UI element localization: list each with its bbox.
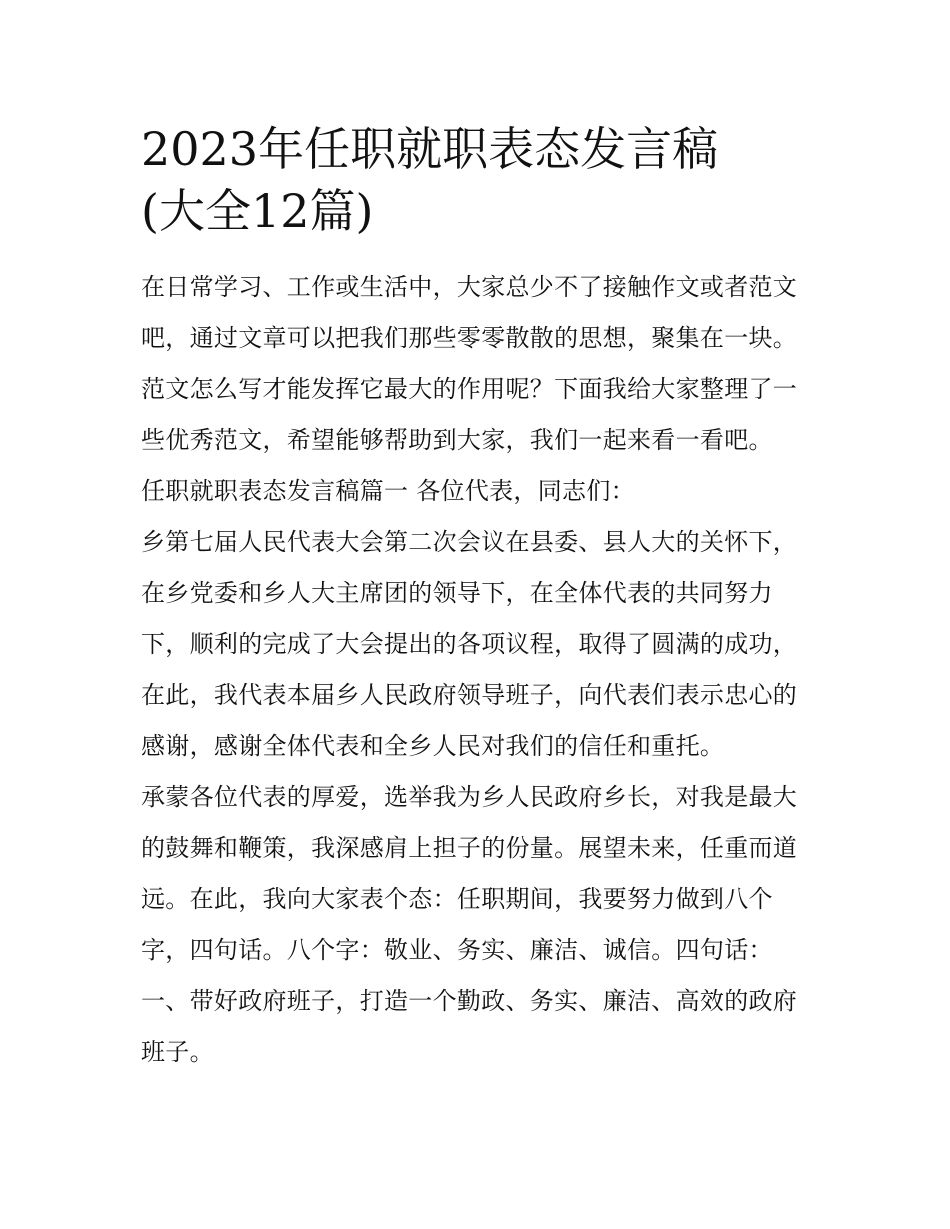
text-line: 下，顺利的完成了大会提出的各项议程，取得了圆满的成功， — [141, 630, 798, 658]
title-line-1: 2023年任职就职表态发言稿 — [141, 122, 719, 176]
paragraph-thanks — [141, 517, 813, 772]
paragraph-intro — [141, 262, 813, 466]
text-line: 在日常学习、工作或生活中，大家总少不了接触作文或者范文 — [141, 273, 798, 301]
document-content — [141, 118, 813, 1078]
text-line: 班子。 — [141, 1038, 214, 1066]
text-line: 在乡党委和乡人大主席团的领导下，在全体代表的共同努力 — [141, 579, 773, 607]
text-line: 任职就职表态发言稿篇一 各位代表，同志们： — [141, 477, 635, 505]
paragraph-point-one — [141, 976, 813, 1078]
document-title — [141, 118, 813, 242]
text-line: 远。在此，我向大家表个态：任职期间，我要努力做到八个 — [141, 885, 773, 913]
paragraph-salutation — [141, 466, 813, 517]
text-line: 吧，通过文章可以把我们那些零零散散的思想，聚集在一块。 — [141, 324, 798, 352]
text-line: 感谢，感谢全体代表和全乡人民对我们的信任和重托。 — [141, 732, 725, 760]
text-line: 承蒙各位代表的厚爱，选举我为乡人民政府乡长，对我是最大 — [141, 783, 798, 811]
text-line: 在此，我代表本届乡人民政府领导班子，向代表们表示忠心的 — [141, 681, 798, 709]
text-line: 一、带好政府班子，打造一个勤政、务实、廉洁、高效的政府 — [141, 987, 798, 1015]
text-line: 的鼓舞和鞭策，我深感肩上担子的份量。展望未来，任重而道 — [141, 834, 798, 862]
text-line: 字，四句话。八个字：敬业、务实、廉洁、诚信。四句话： — [141, 936, 773, 964]
text-line: 乡第七届人民代表大会第二次会议在县委、县人大的关怀下， — [141, 528, 798, 556]
title-line-2: (大全12篇) — [141, 184, 374, 238]
document-body — [141, 262, 813, 1078]
text-line: 范文怎么写才能发挥它最大的作用呢？下面我给大家整理了一 — [141, 375, 798, 403]
paragraph-pledge — [141, 772, 813, 976]
text-line: 些优秀范文，希望能够帮助到大家，我们一起来看一看吧。 — [141, 426, 773, 454]
